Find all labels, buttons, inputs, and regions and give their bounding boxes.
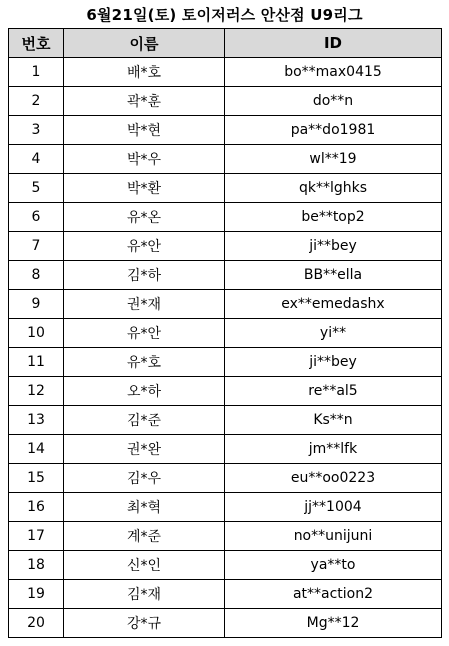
- cell-name: 유*온: [64, 203, 225, 232]
- cell-number: 11: [9, 348, 64, 377]
- table-row: [9, 58, 442, 87]
- table-row: [9, 551, 442, 580]
- table-row: [9, 609, 442, 638]
- table-row: [9, 174, 442, 203]
- table-row: [9, 406, 442, 435]
- cell-name: 강*규: [64, 609, 225, 638]
- cell-id: jj**1004: [225, 493, 442, 522]
- cell-name: 박*현: [64, 116, 225, 145]
- cell-number: 7: [9, 232, 64, 261]
- cell-name: 오*하: [64, 377, 225, 406]
- cell-number: 14: [9, 435, 64, 464]
- cell-id: eu**oo0223: [225, 464, 442, 493]
- cell-number: 2: [9, 87, 64, 116]
- cell-id: wl**19: [225, 145, 442, 174]
- cell-name: 박*우: [64, 145, 225, 174]
- column-header-name: 이름: [64, 29, 225, 58]
- cell-number: 5: [9, 174, 64, 203]
- cell-name: 김*우: [64, 464, 225, 493]
- cell-number: 9: [9, 290, 64, 319]
- cell-id: be**top2: [225, 203, 442, 232]
- cell-number: 18: [9, 551, 64, 580]
- cell-name: 신*인: [64, 551, 225, 580]
- cell-id: Mg**12: [225, 609, 442, 638]
- table-row: [9, 116, 442, 145]
- column-header-id: ID: [225, 29, 442, 58]
- cell-name: 곽*훈: [64, 87, 225, 116]
- cell-name: 유*안: [64, 232, 225, 261]
- cell-id: ji**bey: [225, 232, 442, 261]
- cell-number: 1: [9, 58, 64, 87]
- table-row: [9, 232, 442, 261]
- page-title: 6월21일(토) 토이저러스 안산점 U9리그: [86, 6, 363, 24]
- table-row: [9, 377, 442, 406]
- cell-id: Ks**n: [225, 406, 442, 435]
- participant-table: [8, 28, 442, 638]
- table-row: [9, 203, 442, 232]
- table-body: [9, 58, 442, 638]
- table-row: [9, 87, 442, 116]
- cell-number: 6: [9, 203, 64, 232]
- cell-number: 4: [9, 145, 64, 174]
- cell-name: 권*재: [64, 290, 225, 319]
- cell-name: 김*준: [64, 406, 225, 435]
- cell-number: 15: [9, 464, 64, 493]
- cell-number: 3: [9, 116, 64, 145]
- cell-id: do**n: [225, 87, 442, 116]
- column-header-number: 번호: [9, 29, 64, 58]
- table-row: [9, 261, 442, 290]
- cell-id: bo**max0415: [225, 58, 442, 87]
- cell-name: 유*호: [64, 348, 225, 377]
- table-row: [9, 145, 442, 174]
- cell-name: 최*혁: [64, 493, 225, 522]
- cell-name: 계*준: [64, 522, 225, 551]
- cell-name: 권*완: [64, 435, 225, 464]
- table-row: [9, 522, 442, 551]
- table-row: [9, 493, 442, 522]
- cell-name: 김*하: [64, 261, 225, 290]
- cell-number: 10: [9, 319, 64, 348]
- table-row: [9, 348, 442, 377]
- cell-number: 13: [9, 406, 64, 435]
- table-row: [9, 290, 442, 319]
- cell-id: ji**bey: [225, 348, 442, 377]
- table-header-row: [9, 29, 442, 58]
- cell-number: 20: [9, 609, 64, 638]
- cell-id: yi**: [225, 319, 442, 348]
- table-row: [9, 319, 442, 348]
- table-row: [9, 580, 442, 609]
- cell-id: BB**ella: [225, 261, 442, 290]
- cell-id: no**unijuni: [225, 522, 442, 551]
- cell-name: 김*재: [64, 580, 225, 609]
- cell-id: ex**emedashx: [225, 290, 442, 319]
- cell-number: 16: [9, 493, 64, 522]
- cell-number: 8: [9, 261, 64, 290]
- cell-id: jm**lfk: [225, 435, 442, 464]
- cell-number: 17: [9, 522, 64, 551]
- cell-name: 박*환: [64, 174, 225, 203]
- table-row: [9, 464, 442, 493]
- cell-id: at**action2: [225, 580, 442, 609]
- table-row: [9, 435, 442, 464]
- cell-number: 19: [9, 580, 64, 609]
- cell-name: 배*호: [64, 58, 225, 87]
- cell-number: 12: [9, 377, 64, 406]
- cell-id: re**al5: [225, 377, 442, 406]
- cell-id: qk**lghks: [225, 174, 442, 203]
- cell-id: pa**do1981: [225, 116, 442, 145]
- cell-name: 유*안: [64, 319, 225, 348]
- cell-id: ya**to: [225, 551, 442, 580]
